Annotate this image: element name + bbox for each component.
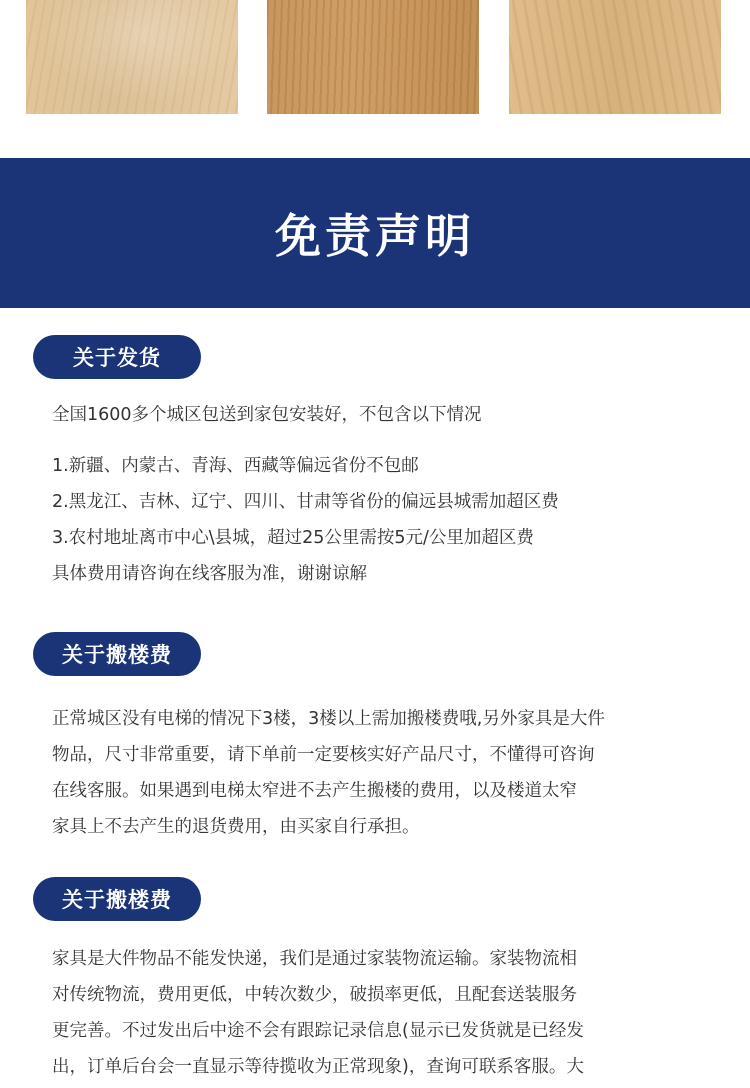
section-text-line: 2.黑龙江、吉林、辽宁、四川、甘肃等省份的偏远县城需加超区费 xyxy=(52,492,559,512)
section-text-line: 家具上不去产生的退货费用，由买家自行承担。 xyxy=(52,817,420,837)
section-text-line: 在线客服。如果遇到电梯太窄进不去产生搬楼的费用，以及楼道太窄 xyxy=(52,781,577,801)
section-text-line: 1.新疆、内蒙古、青海、西藏等偏远省份不包邮 xyxy=(52,456,419,476)
section-text-line: 更完善。不过发出后中途不会有跟踪记录信息(显示已发货就是已经发 xyxy=(52,1021,584,1041)
section-text-line: 具体费用请咨询在线客服为准，谢谢谅解 xyxy=(52,564,367,584)
section-text-line: 3.农村地址离市中心\县城，超过25公里需按5元/公里加超区费 xyxy=(52,528,534,548)
wood-swatch-row xyxy=(0,0,750,114)
section-heading-label: 关于搬楼费 xyxy=(62,888,172,912)
section-text-line: 出，订单后台会一直显示等待揽收为正常现象)，查询可联系客服。大 xyxy=(52,1057,584,1077)
section-text-line: 全国1600多个城区包送到家包安装好，不包含以下情况 xyxy=(52,405,482,425)
section-text-line: 正常城区没有电梯的情况下3楼，3楼以上需加搬楼费哦,另外家具是大件 xyxy=(52,709,605,729)
section-text-line: 物品，尺寸非常重要，请下单前一定要核实好产品尺寸，不懂得可咨询 xyxy=(52,745,595,765)
section-text-line: 对传统物流，费用更低，中转次数少，破损率更低，且配套送装服务 xyxy=(52,985,577,1005)
disclaimer-banner xyxy=(0,158,750,308)
section-heading-logistics xyxy=(33,877,201,921)
wood-swatch-natural-oak xyxy=(509,0,721,114)
section-heading-label: 关于发货 xyxy=(73,346,161,370)
section-heading-stairs-fee xyxy=(33,632,201,676)
section-heading-label: 关于搬楼费 xyxy=(62,643,172,667)
section-heading-shipping xyxy=(33,335,201,379)
section-text-line: 家具是大件物品不能发快递，我们是通过家装物流运输。家装物流相 xyxy=(52,949,577,969)
wood-swatch-walnut-oak xyxy=(267,0,479,114)
banner-title: 免责声明 xyxy=(275,209,475,263)
wood-swatch-light-oak xyxy=(26,0,238,114)
